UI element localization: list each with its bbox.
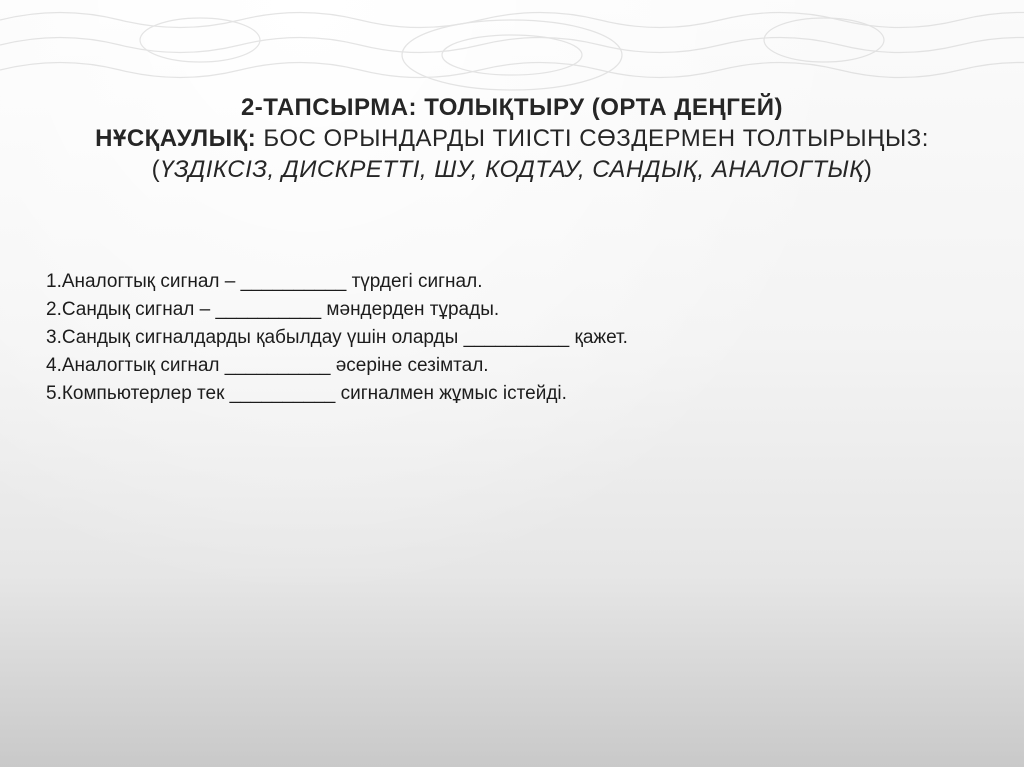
task-item-3: 3.Сандық сигналдарды қабылдау үшін оларды __________ қажет. — [46, 327, 628, 348]
task-item-4: 4.Аналогтық сигнал __________ әсеріне сезімтал. — [46, 355, 489, 376]
task-item-2: 2.Сандық сигнал – __________ мәндерден тұрады. — [46, 299, 500, 320]
task-item-5: 5.Компьютерлер тек __________ сигналмен жұмыс істейді. — [46, 383, 567, 404]
close-paren: ) — [863, 156, 873, 183]
task-list — [46, 268, 986, 408]
task-heading — [0, 92, 1024, 185]
open-paren: ( — [151, 156, 161, 183]
instruction-text: БОС ОРЫНДАРДЫ ТИІСТІ СӨЗДЕРМЕН ТОЛТЫРЫҢЫЗ: — [256, 125, 929, 152]
word-options: ҮЗДІКСІЗ, ДИСКРЕТТІ, ШУ, КОДТАУ, САНДЫҚ, АНАЛОГТЫҚ — [160, 156, 864, 183]
task-title: 2-ТАПСЫРМА: ТОЛЫҚТЫРУ (ОРТА ДЕҢГЕЙ) — [240, 94, 784, 121]
task-item-1: 1.Аналогтық сигнал – __________ түрдегі сигнал. — [46, 271, 483, 292]
instruction-line — [0, 123, 1024, 154]
instruction-label: НҰСҚАУЛЫҚ: — [95, 125, 257, 152]
word-options-line — [0, 154, 1024, 185]
